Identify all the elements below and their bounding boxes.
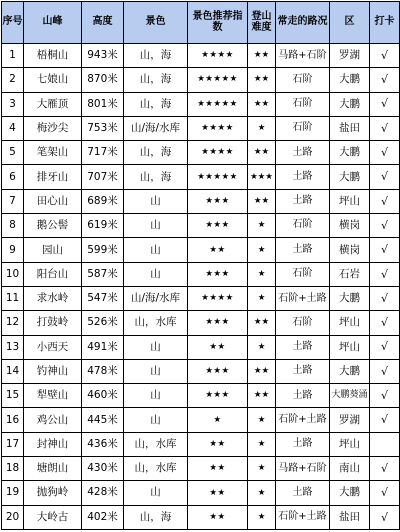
cell-no: 9 xyxy=(2,238,24,262)
cell-no: 6 xyxy=(2,165,24,189)
cell-rating-stars: ★★★ xyxy=(188,262,248,286)
table-row xyxy=(2,505,400,529)
cell-check: √ xyxy=(370,214,400,238)
cell-road: 马路+石阶 xyxy=(276,44,330,68)
cell-road: 石阶+土路 xyxy=(276,286,330,310)
header-difficulty: 登山难度 xyxy=(248,2,276,44)
cell-difficulty-stars: ★ xyxy=(248,335,276,359)
cell-rating-stars: ★★★★ xyxy=(188,286,248,310)
cell-check: √ xyxy=(370,238,400,262)
header-height: 高度 xyxy=(82,2,124,44)
cell-no: 10 xyxy=(2,262,24,286)
cell-district: 横岗 xyxy=(330,238,370,262)
cell-difficulty-stars: ★ xyxy=(248,262,276,286)
cell-rating-stars: ★★★★★ xyxy=(188,165,248,189)
cell-scenery: 山 xyxy=(124,238,188,262)
cell-height: 599米 xyxy=(82,238,124,262)
cell-rating-stars: ★★★★ xyxy=(188,44,248,68)
cell-check: √ xyxy=(370,335,400,359)
cell-check: √ xyxy=(370,505,400,529)
cell-district: 大鹏 xyxy=(330,359,370,383)
header-scenery: 景色 xyxy=(124,2,188,44)
table-row xyxy=(2,481,400,505)
cell-no: 20 xyxy=(2,505,24,529)
cell-rating-stars: ★★★★ xyxy=(188,141,248,165)
cell-peak: 笔架山 xyxy=(24,141,82,165)
cell-difficulty-stars: ★ xyxy=(248,214,276,238)
cell-rating-stars: ★★ xyxy=(188,335,248,359)
cell-road: 土路 xyxy=(276,359,330,383)
table-row xyxy=(2,335,400,359)
table-row xyxy=(2,238,400,262)
cell-scenery: 山，海 xyxy=(124,165,188,189)
cell-peak: 小西天 xyxy=(24,335,82,359)
cell-peak: 大雁顶 xyxy=(24,92,82,116)
cell-height: 428米 xyxy=(82,481,124,505)
cell-no: 14 xyxy=(2,359,24,383)
cell-scenery: 山 xyxy=(124,262,188,286)
cell-peak: 大岭古 xyxy=(24,505,82,529)
cell-height: 707米 xyxy=(82,165,124,189)
cell-peak: 排牙山 xyxy=(24,165,82,189)
cell-no: 4 xyxy=(2,116,24,140)
cell-check: √ xyxy=(370,116,400,140)
table-row xyxy=(2,189,400,213)
cell-rating-stars: ★★ xyxy=(188,432,248,456)
cell-district: 罗湖 xyxy=(330,44,370,68)
cell-check: √ xyxy=(370,141,400,165)
cell-peak: 犁壁山 xyxy=(24,384,82,408)
cell-height: 547米 xyxy=(82,286,124,310)
cell-road: 土路 xyxy=(276,238,330,262)
cell-height: 430米 xyxy=(82,457,124,481)
header-district: 区 xyxy=(330,2,370,44)
cell-road: 土路 xyxy=(276,432,330,456)
cell-height: 801米 xyxy=(82,92,124,116)
cell-check: √ xyxy=(370,44,400,68)
cell-difficulty-stars: ★★ xyxy=(248,311,276,335)
cell-district: 大鹏 xyxy=(330,68,370,92)
header-row xyxy=(2,2,400,44)
cell-difficulty-stars: ★★★ xyxy=(248,165,276,189)
cell-district: 南山 xyxy=(330,457,370,481)
header-road: 常走的路况 xyxy=(276,2,330,44)
cell-road: 土路 xyxy=(276,141,330,165)
cell-no: 16 xyxy=(2,408,24,432)
cell-scenery: 山 xyxy=(124,214,188,238)
cell-check: √ xyxy=(370,262,400,286)
header-peak: 山峰 xyxy=(24,2,82,44)
header-no: 序号 xyxy=(2,2,24,44)
cell-road: 石阶+土路 xyxy=(276,505,330,529)
cell-check: √ xyxy=(370,286,400,310)
cell-difficulty-stars: ★★ xyxy=(248,189,276,213)
cell-difficulty-stars: ★★ xyxy=(248,384,276,408)
cell-peak: 梧桐山 xyxy=(24,44,82,68)
cell-peak: 梅沙尖 xyxy=(24,116,82,140)
cell-difficulty-stars: ★ xyxy=(248,457,276,481)
cell-height: 436米 xyxy=(82,432,124,456)
table-row xyxy=(2,165,400,189)
cell-peak: 求水岭 xyxy=(24,286,82,310)
cell-scenery: 山 xyxy=(124,384,188,408)
cell-rating-stars: ★★★ xyxy=(188,189,248,213)
cell-check: √ xyxy=(370,92,400,116)
table-row xyxy=(2,44,400,68)
cell-rating-stars: ★★ xyxy=(188,238,248,262)
cell-check: √ xyxy=(370,457,400,481)
cell-no: 17 xyxy=(2,432,24,456)
cell-road: 马路+石阶 xyxy=(276,457,330,481)
cell-road: 土路 xyxy=(276,481,330,505)
cell-height: 943米 xyxy=(82,44,124,68)
cell-difficulty-stars: ★★ xyxy=(248,44,276,68)
cell-rating-stars: ★★ xyxy=(188,457,248,481)
cell-rating-stars: ★★★★★ xyxy=(188,68,248,92)
cell-difficulty-stars: ★ xyxy=(248,286,276,310)
cell-difficulty-stars: ★ xyxy=(248,481,276,505)
table-row xyxy=(2,116,400,140)
cell-height: 717米 xyxy=(82,141,124,165)
table-row xyxy=(2,92,400,116)
table-row xyxy=(2,286,400,310)
cell-district: 罗湖 xyxy=(330,408,370,432)
table-row xyxy=(2,141,400,165)
table-row xyxy=(2,408,400,432)
cell-peak: 七娘山 xyxy=(24,68,82,92)
cell-road: 石阶 xyxy=(276,262,330,286)
cell-height: 870米 xyxy=(82,68,124,92)
cell-peak: 园山 xyxy=(24,238,82,262)
cell-road: 石阶+土路 xyxy=(276,408,330,432)
cell-no: 18 xyxy=(2,457,24,481)
cell-check: √ xyxy=(370,189,400,213)
cell-district: 大鹏 xyxy=(330,481,370,505)
table-row xyxy=(2,359,400,383)
table-row xyxy=(2,384,400,408)
cell-height: 689米 xyxy=(82,189,124,213)
cell-road: 土路 xyxy=(276,165,330,189)
cell-district: 坪山 xyxy=(330,335,370,359)
cell-peak: 阳台山 xyxy=(24,262,82,286)
cell-peak: 鸡公山 xyxy=(24,408,82,432)
cell-no: 5 xyxy=(2,141,24,165)
header-check: 打卡 xyxy=(370,2,400,44)
cell-road: 石阶 xyxy=(276,116,330,140)
cell-scenery: 山，海 xyxy=(124,92,188,116)
cell-rating-stars: ★★★ xyxy=(188,311,248,335)
cell-check: √ xyxy=(370,384,400,408)
cell-district: 坪山 xyxy=(330,189,370,213)
cell-check: √ xyxy=(370,359,400,383)
cell-height: 402米 xyxy=(82,505,124,529)
cell-road: 石阶 xyxy=(276,311,330,335)
cell-check: √ xyxy=(370,165,400,189)
cell-check xyxy=(370,432,400,456)
cell-scenery: 山，水库 xyxy=(124,311,188,335)
cell-rating-stars: ★★★★ xyxy=(188,116,248,140)
cell-difficulty-stars: ★ xyxy=(248,238,276,262)
cell-scenery: 山，海 xyxy=(124,44,188,68)
cell-district: 石岩 xyxy=(330,262,370,286)
cell-district: 大鹏 xyxy=(330,92,370,116)
cell-scenery: 山，海 xyxy=(124,505,188,529)
cell-no: 15 xyxy=(2,384,24,408)
cell-road: 土路 xyxy=(276,335,330,359)
cell-rating-stars: ★★★ xyxy=(188,359,248,383)
cell-no: 11 xyxy=(2,286,24,310)
cell-height: 753米 xyxy=(82,116,124,140)
cell-district: 大鹏 xyxy=(330,286,370,310)
table-row xyxy=(2,432,400,456)
cell-district: 盐田 xyxy=(330,505,370,529)
cell-difficulty-stars: ★ xyxy=(248,116,276,140)
cell-no: 2 xyxy=(2,68,24,92)
cell-no: 8 xyxy=(2,214,24,238)
cell-height: 491米 xyxy=(82,335,124,359)
cell-difficulty-stars: ★★ xyxy=(248,359,276,383)
cell-no: 1 xyxy=(2,44,24,68)
cell-height: 619米 xyxy=(82,214,124,238)
cell-scenery: 山 xyxy=(124,481,188,505)
cell-no: 19 xyxy=(2,481,24,505)
cell-scenery: 山/海/水库 xyxy=(124,286,188,310)
cell-rating-stars: ★★★★★ xyxy=(188,92,248,116)
cell-road: 土路 xyxy=(276,384,330,408)
cell-difficulty-stars: ★★ xyxy=(248,92,276,116)
cell-rating-stars: ★★ xyxy=(188,505,248,529)
header-rating: 景色推荐指数 xyxy=(188,2,248,44)
cell-check: √ xyxy=(370,408,400,432)
cell-height: 445米 xyxy=(82,408,124,432)
cell-check: √ xyxy=(370,68,400,92)
cell-difficulty-stars: ★★ xyxy=(248,68,276,92)
cell-peak: 封神山 xyxy=(24,432,82,456)
cell-peak: 抛狗岭 xyxy=(24,481,82,505)
cell-difficulty-stars: ★ xyxy=(248,505,276,529)
cell-check: √ xyxy=(370,481,400,505)
cell-district: 大鹏 xyxy=(330,141,370,165)
cell-rating-stars: ★★★ xyxy=(188,384,248,408)
cell-height: 587米 xyxy=(82,262,124,286)
cell-difficulty-stars: ★★ xyxy=(248,141,276,165)
cell-scenery: 山 xyxy=(124,189,188,213)
cell-difficulty-stars: ★ xyxy=(248,408,276,432)
mountain-table xyxy=(1,1,400,530)
cell-peak: 田心山 xyxy=(24,189,82,213)
cell-scenery: 山 xyxy=(124,359,188,383)
cell-district: 大鹏 xyxy=(330,165,370,189)
cell-peak: 钓神山 xyxy=(24,359,82,383)
cell-scenery: 山，水库 xyxy=(124,457,188,481)
cell-height: 460米 xyxy=(82,384,124,408)
cell-rating-stars: ★★ xyxy=(188,481,248,505)
cell-difficulty-stars: ★ xyxy=(248,432,276,456)
table-row xyxy=(2,68,400,92)
cell-district: 坪山 xyxy=(330,311,370,335)
mountain-list-sheet xyxy=(1,1,399,530)
cell-road: 石阶 xyxy=(276,68,330,92)
cell-height: 526米 xyxy=(82,311,124,335)
cell-peak: 塘朗山 xyxy=(24,457,82,481)
cell-district: 盐田 xyxy=(330,116,370,140)
table-row xyxy=(2,214,400,238)
cell-scenery: 山/海/水库 xyxy=(124,116,188,140)
cell-scenery: 山，海 xyxy=(124,141,188,165)
cell-peak: 鹅公髻 xyxy=(24,214,82,238)
cell-road: 土路 xyxy=(276,189,330,213)
cell-rating-stars: ★★★ xyxy=(188,214,248,238)
cell-scenery: 山，海 xyxy=(124,68,188,92)
cell-rating-stars: ★ xyxy=(188,408,248,432)
cell-check: √ xyxy=(370,311,400,335)
cell-no: 7 xyxy=(2,189,24,213)
cell-no: 12 xyxy=(2,311,24,335)
cell-height: 478米 xyxy=(82,359,124,383)
cell-peak: 打鼓岭 xyxy=(24,311,82,335)
cell-district: 坪山 xyxy=(330,432,370,456)
cell-scenery: 山 xyxy=(124,335,188,359)
table-row xyxy=(2,457,400,481)
table-row xyxy=(2,262,400,286)
cell-road: 石阶 xyxy=(276,92,330,116)
table-body xyxy=(2,44,400,530)
cell-scenery: 山，水库 xyxy=(124,432,188,456)
cell-district: 大鹏葵涌 xyxy=(330,384,370,408)
cell-road: 石阶 xyxy=(276,214,330,238)
table-row xyxy=(2,311,400,335)
cell-no: 3 xyxy=(2,92,24,116)
cell-no: 13 xyxy=(2,335,24,359)
cell-scenery: 山 xyxy=(124,408,188,432)
cell-district: 横岗 xyxy=(330,214,370,238)
